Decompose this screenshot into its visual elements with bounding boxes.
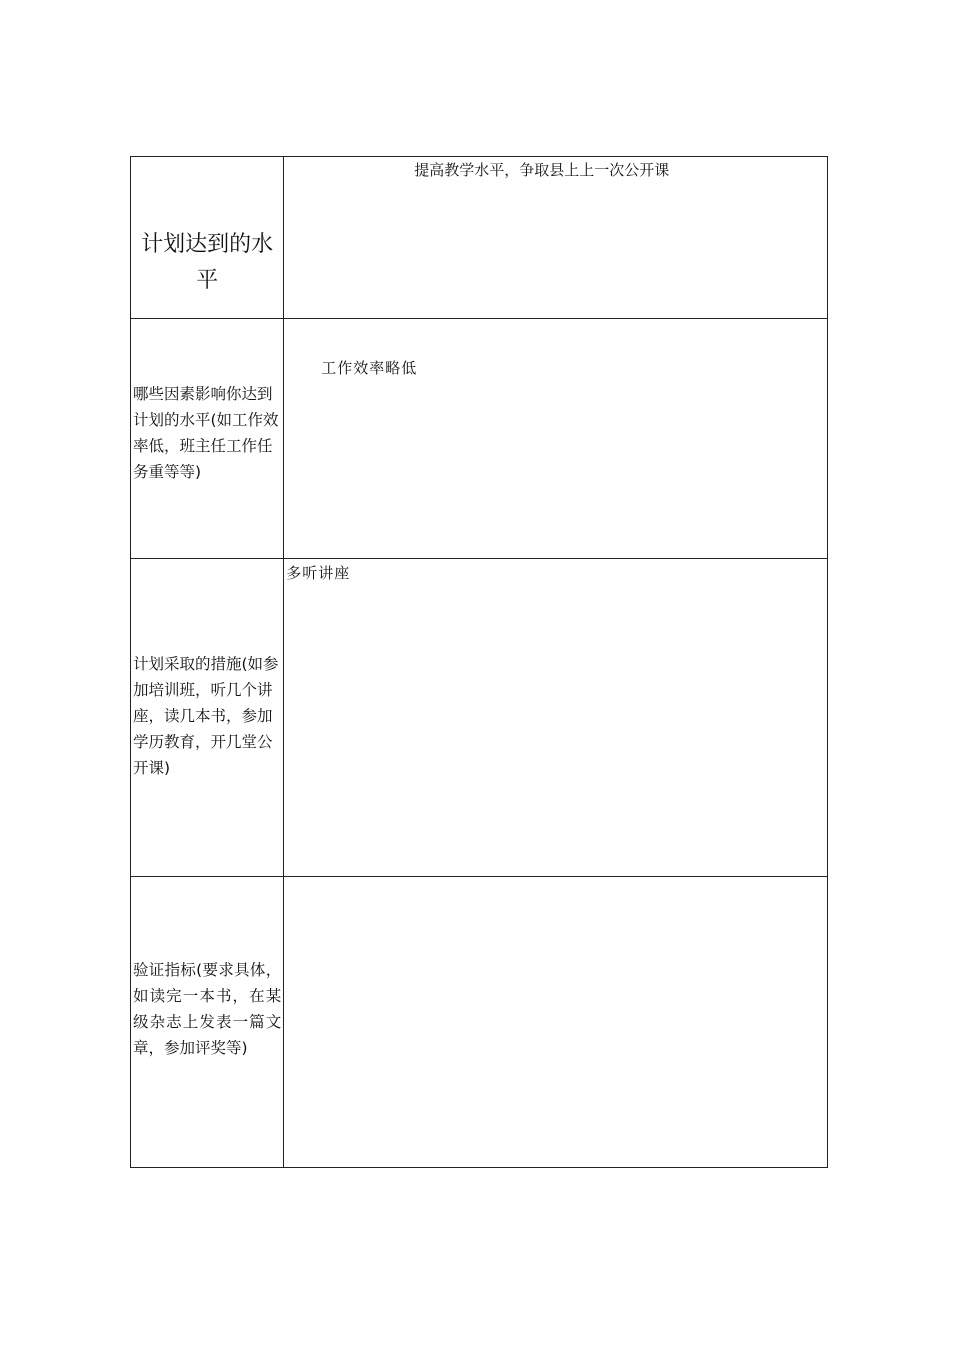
row-value-planned-measures: 多听讲座 [286, 564, 351, 582]
row-value-influencing-factors: 工作效率略低 [321, 359, 418, 377]
label-cell [131, 157, 284, 319]
table-row [131, 319, 828, 559]
value-cell[interactable] [284, 877, 828, 1168]
table-row [131, 877, 828, 1168]
row-label-planned-measures: 计划采取的措施(如参加培训班，听几个讲座，读几本书，参加学历教育，开几堂公开课) [133, 655, 279, 777]
label-cell [131, 559, 284, 877]
row-label-verification-indicators: 验证指标(要求具体，如读完一本书，在某级杂志上发表一篇文章，参加评奖等) [133, 961, 282, 1057]
row-label-target-level: 计划达到的水平 [141, 232, 274, 293]
value-cell[interactable] [284, 157, 828, 319]
table-row [131, 157, 828, 319]
label-cell [131, 319, 284, 559]
table-row [131, 559, 828, 877]
row-label-influencing-factors: 哪些因素影响你达到计划的水平(如工作效率低，班主任工作任务重等等) [133, 385, 279, 481]
row-value-target-level: 提高教学水平，争取县上上一次公开课 [414, 161, 670, 179]
plan-form-table [130, 156, 828, 1168]
value-cell[interactable] [284, 319, 828, 559]
label-cell [131, 877, 284, 1168]
value-cell[interactable] [284, 559, 828, 877]
